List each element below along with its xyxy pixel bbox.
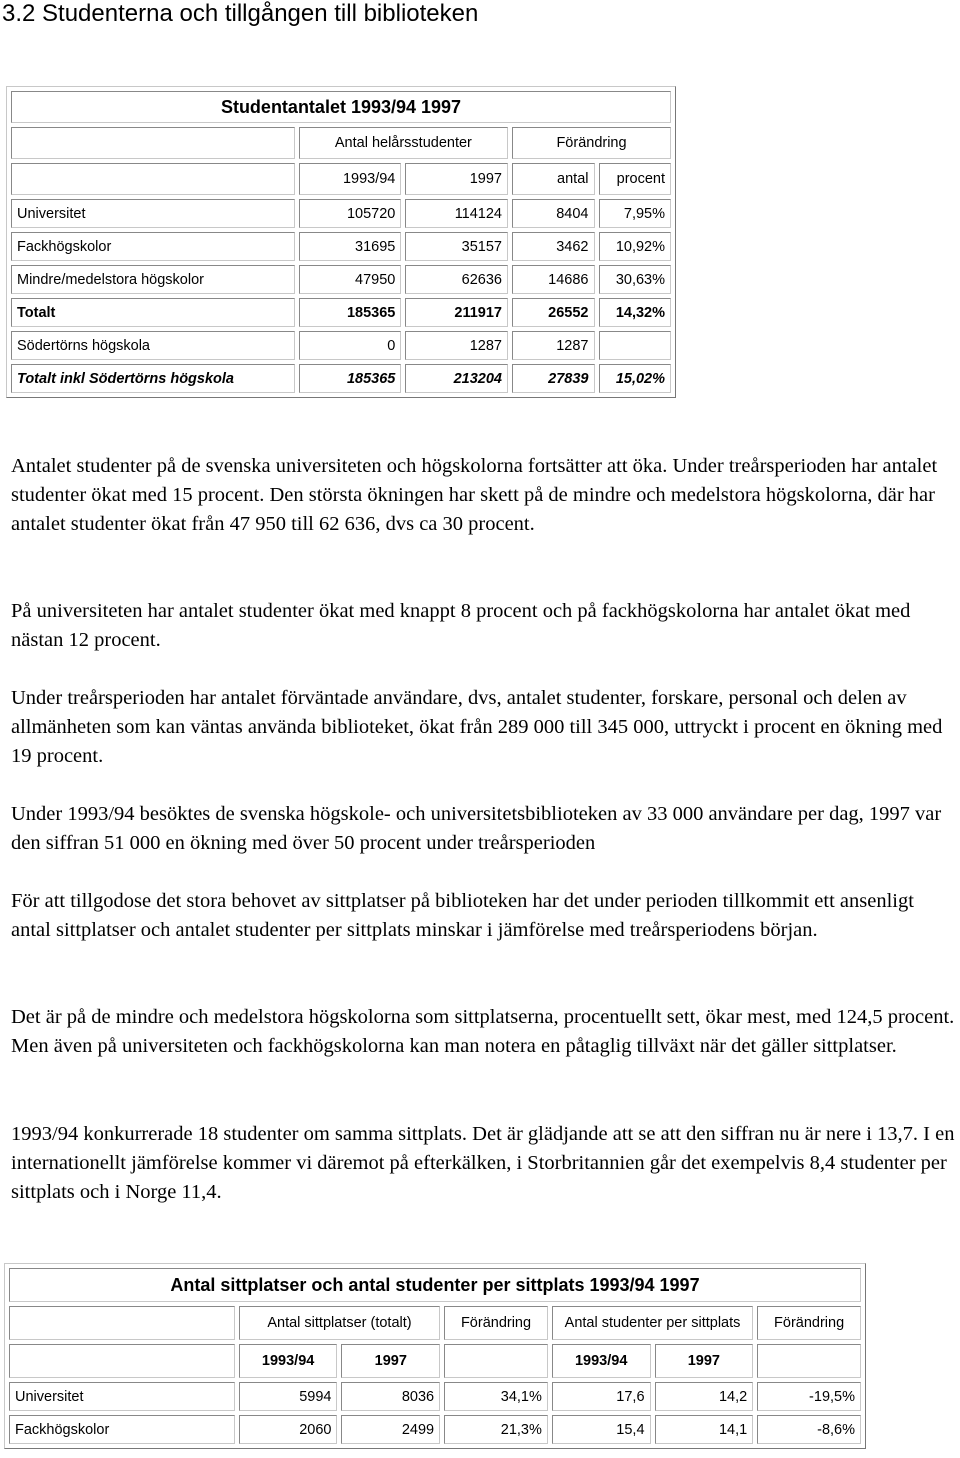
table-cell: 185365 — [299, 298, 402, 327]
table-row-total — [11, 298, 671, 327]
body-paragraph: Under 1993/94 besöktes de svenska högskole- och universitetsbiblioteken av 33 000 användare per dag, 1997 var den siffran 51 000 en ökning med över 50 procent under treårsperioden — [11, 803, 942, 854]
table-title: Antal sittplatser och antal studenter per sittplats 1993/94 1997 — [9, 1268, 861, 1302]
table-cell: 10,92% — [599, 232, 672, 261]
seating-table — [4, 1263, 866, 1449]
table-cell — [599, 331, 672, 360]
group-header: Antal helårsstudenter — [299, 127, 508, 159]
row-label: Universitet — [9, 1382, 235, 1411]
table-cell: 30,63% — [599, 265, 672, 294]
table-cell: 34,1% — [444, 1382, 548, 1411]
empty-header-cell — [11, 127, 295, 159]
student-count-table — [6, 86, 676, 398]
body-paragraph: Antalet studenter på de svenska universiteten och högskolorna fortsätter att öka. Under treårsperioden har antalet studenter ökat med 15 procent. Den största ökningen har skett på de mindre och medelstora högskolorna, där har antalet studenter ökat från 47 950 till 62 636, dvs ca 30 procent. — [11, 455, 938, 535]
empty-header-cell — [444, 1344, 548, 1378]
table-cell: 14686 — [512, 265, 595, 294]
body-paragraph: För att tillgodose det stora behovet av sittplatser på biblioteken har det under perioden tillkommit ett ansenligt antal sittplatser och antalet studenter per sittplats minskar i jämförelse med treårsperiodens början. — [11, 890, 914, 941]
column-header: 1993/94 — [299, 163, 402, 195]
table-title: Studentantalet 1993/94 1997 — [11, 91, 671, 123]
row-label: Fackhögskolor — [11, 232, 295, 261]
body-paragraph: På universiteten har antalet studenter ökat med knappt 8 procent och på fackhögskolorna har antalet ökat med nästan 12 procent. — [11, 600, 911, 651]
table-cell: 1287 — [512, 331, 595, 360]
column-header: 1997 — [655, 1344, 754, 1378]
group-header: Förändring — [757, 1306, 861, 1340]
table-cell: 213204 — [405, 364, 508, 393]
column-header: antal — [512, 163, 595, 195]
table-cell: -8,6% — [757, 1415, 861, 1444]
column-header: 1997 — [341, 1344, 440, 1378]
row-label: Fackhögskolor — [9, 1415, 235, 1444]
table-cell: 27839 — [512, 364, 595, 393]
body-paragraph: Det är på de mindre och medelstora högskolorna som sittplatserna, procentuellt sett, ökar mest, med 124,5 procent. Men även på universiteten och fackhögskolorna kan man notera en påtaglig tillväxt när det gäller sittplatser. — [11, 1006, 955, 1057]
table-cell: 26552 — [512, 298, 595, 327]
table-cell: 2499 — [341, 1415, 440, 1444]
body-paragraph: Under treårsperioden har antalet förväntade användare, dvs, antalet studenter, forskare, personal och delen av allmänheten som kan väntas använda biblioteket, ökat från 289 000 till 345 000, uttryckt i procent en ökning med 19 procent. — [11, 687, 943, 767]
table-row — [9, 1415, 861, 1444]
table-cell: 5994 — [239, 1382, 338, 1411]
table-cell: -19,5% — [757, 1382, 861, 1411]
column-header: 1997 — [405, 163, 508, 195]
table-cell: 35157 — [405, 232, 508, 261]
table-row — [11, 265, 671, 294]
empty-header-cell — [9, 1344, 235, 1378]
table-cell: 31695 — [299, 232, 402, 261]
table-row-grand-total — [11, 364, 671, 393]
empty-header-cell — [9, 1306, 235, 1340]
group-header: Antal sittplatser (totalt) — [239, 1306, 440, 1340]
table-cell: 21,3% — [444, 1415, 548, 1444]
table-cell: 15,02% — [599, 364, 672, 393]
table-cell: 14,1 — [655, 1415, 754, 1444]
table-cell: 17,6 — [552, 1382, 651, 1411]
table-cell: 14,2 — [655, 1382, 754, 1411]
table-cell: 0 — [299, 331, 402, 360]
group-header: Antal studenter per sittplats — [552, 1306, 753, 1340]
group-header: Förändring — [444, 1306, 548, 1340]
table-cell: 8404 — [512, 199, 595, 228]
table-cell: 105720 — [299, 199, 402, 228]
table-cell: 2060 — [239, 1415, 338, 1444]
table-cell: 3462 — [512, 232, 595, 261]
table-cell: 1287 — [405, 331, 508, 360]
row-label: Totalt inkl Södertörns högskola — [11, 364, 295, 393]
table-cell: 114124 — [405, 199, 508, 228]
table-cell: 62636 — [405, 265, 508, 294]
table-cell: 14,32% — [599, 298, 672, 327]
group-header: Förändring — [512, 127, 671, 159]
table-row — [9, 1382, 861, 1411]
column-header: procent — [599, 163, 672, 195]
table-cell: 185365 — [299, 364, 402, 393]
table-cell: 47950 — [299, 265, 402, 294]
section-heading: 3.2 Studenterna och tillgången till biblioteken — [2, 0, 479, 27]
column-header: 1993/94 — [552, 1344, 651, 1378]
empty-header-cell — [11, 163, 295, 195]
table-cell: 15,4 — [552, 1415, 651, 1444]
row-label: Universitet — [11, 199, 295, 228]
empty-header-cell — [757, 1344, 861, 1378]
table-row — [11, 232, 671, 261]
row-label: Totalt — [11, 298, 295, 327]
row-label: Södertörns högskola — [11, 331, 295, 360]
table-row — [11, 199, 671, 228]
table-cell: 211917 — [405, 298, 508, 327]
table-row — [11, 331, 671, 360]
table-cell: 8036 — [341, 1382, 440, 1411]
row-label: Mindre/medelstora högskolor — [11, 265, 295, 294]
table-cell: 7,95% — [599, 199, 672, 228]
body-paragraph: 1993/94 konkurrerade 18 studenter om samma sittplats. Det är glädjande att se att den siffran nu är nere i 13,7. I en internationellt jämförelse kommer vi däremot på efterkälken, i Storbritannien går det exempelvis 8,4 studenter per sittplats och i Norge 11,4. — [11, 1123, 955, 1203]
column-header: 1993/94 — [239, 1344, 338, 1378]
